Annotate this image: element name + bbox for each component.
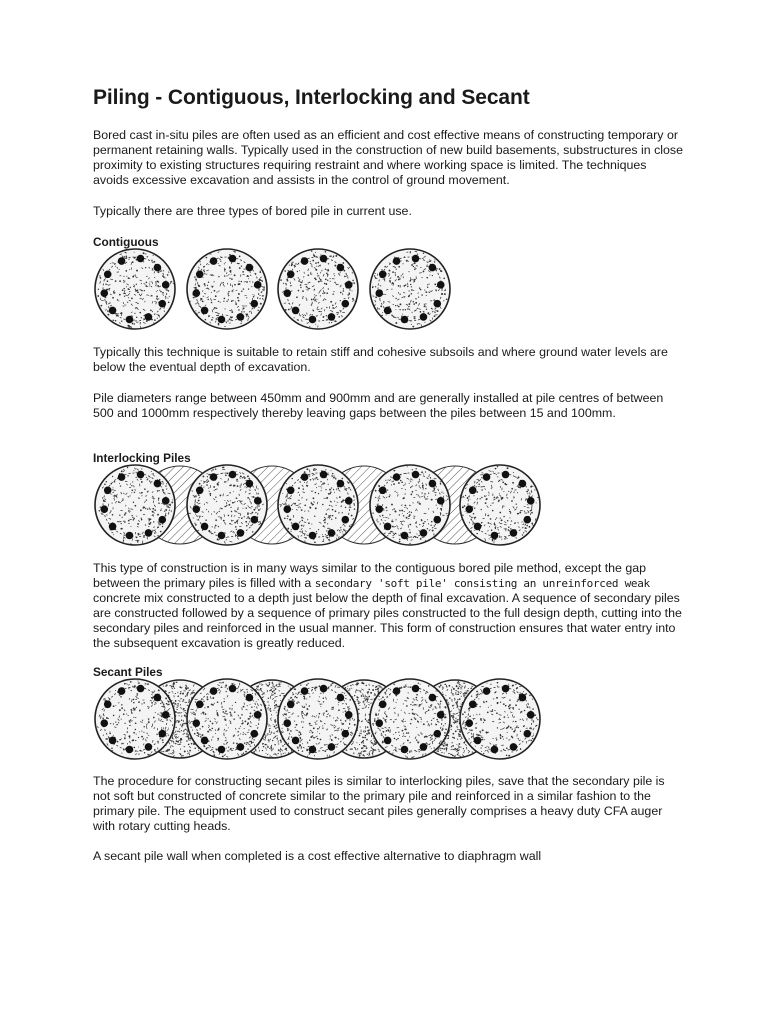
contiguous-pile-3 xyxy=(278,249,358,329)
rebar-dot xyxy=(527,711,535,719)
rebar-dot xyxy=(465,719,473,727)
contiguous-heading: Contiguous xyxy=(93,235,159,249)
rebar-dot xyxy=(474,737,482,745)
rebar-dot xyxy=(301,257,309,265)
rebar-dot xyxy=(433,300,441,308)
contiguous-paragraph-2: Pile diameters range between 450mm and 900mm and are generally installed at pile centres of between 500 and 1000mm respectively thereby leaving gaps between the piles between 15 and 100mm. xyxy=(93,391,664,420)
rebar-dot xyxy=(100,719,108,727)
rebar-dot xyxy=(510,529,518,537)
rebar-dot xyxy=(162,281,170,289)
rebar-dot xyxy=(401,316,409,324)
rebar-dot xyxy=(337,694,345,702)
rebar-dot xyxy=(192,719,200,727)
rebar-dot xyxy=(162,711,170,719)
rebar-dot xyxy=(210,257,218,265)
rebar-dot xyxy=(218,316,226,324)
rebar-dot xyxy=(523,516,531,524)
rebar-dot xyxy=(126,746,134,754)
rebar-dot xyxy=(137,471,145,479)
rebar-dot xyxy=(162,497,170,505)
rebar-dot xyxy=(320,685,328,693)
rebar-dot xyxy=(519,480,527,488)
rebar-dot xyxy=(229,255,237,263)
rebar-dot xyxy=(237,743,245,751)
rebar-dot xyxy=(287,700,295,708)
rebar-dot xyxy=(192,505,200,513)
secant-heading: Secant Piles xyxy=(93,665,163,679)
rebar-dot xyxy=(491,532,499,540)
rebar-dot xyxy=(154,694,162,702)
rebar-dot xyxy=(309,532,317,540)
rebar-dot xyxy=(474,523,482,531)
rebar-dot xyxy=(412,685,420,693)
rebar-dot xyxy=(104,700,112,708)
rebar-dot xyxy=(341,300,349,308)
contiguous-pile-1 xyxy=(95,249,175,329)
secant-primary-pile-1 xyxy=(95,679,175,759)
rebar-dot xyxy=(154,480,162,488)
interlocking-primary-pile-1 xyxy=(95,465,175,545)
rebar-dot xyxy=(301,473,309,481)
rebar-dot xyxy=(328,743,336,751)
rebar-dot xyxy=(412,255,420,263)
interlocking-primary-pile-4 xyxy=(370,465,450,545)
rebar-dot xyxy=(393,257,401,265)
rebar-dot xyxy=(384,737,392,745)
rebar-dot xyxy=(201,737,209,745)
rebar-dot xyxy=(237,529,245,537)
rebar-dot xyxy=(196,270,204,278)
rebar-dot xyxy=(158,516,166,524)
rebar-dot xyxy=(337,480,345,488)
rebar-dot xyxy=(519,694,527,702)
interlocking-heading: Interlocking Piles xyxy=(93,451,191,465)
secant-primary-pile-3 xyxy=(278,679,358,759)
rebar-dot xyxy=(158,730,166,738)
rebar-dot xyxy=(375,289,383,297)
secant-primary-pile-5 xyxy=(460,679,540,759)
rebar-dot xyxy=(309,316,317,324)
rebar-dot xyxy=(287,270,295,278)
rebar-dot xyxy=(502,471,510,479)
rebar-dot xyxy=(437,711,445,719)
interlocking-text-mono: secondary 'soft pile' consisting an unreinforced weak xyxy=(314,577,650,590)
rebar-dot xyxy=(437,281,445,289)
rebar-dot xyxy=(420,313,428,321)
rebar-dot xyxy=(250,730,258,738)
rebar-dot xyxy=(510,743,518,751)
rebar-dot xyxy=(137,255,145,263)
rebar-dot xyxy=(254,281,262,289)
rebar-dot xyxy=(433,516,441,524)
rebar-dot xyxy=(469,486,477,494)
rebar-dot xyxy=(437,497,445,505)
rebar-dot xyxy=(328,313,336,321)
rebar-dot xyxy=(104,486,112,494)
rebar-dot xyxy=(283,719,291,727)
rebar-dot xyxy=(145,313,153,321)
rebar-dot xyxy=(292,737,300,745)
rebar-dot xyxy=(345,281,353,289)
rebar-dot xyxy=(246,694,254,702)
rebar-dot xyxy=(345,497,353,505)
rebar-dot xyxy=(345,711,353,719)
rebar-dot xyxy=(379,700,387,708)
rebar-dot xyxy=(118,257,126,265)
rebar-dot xyxy=(433,730,441,738)
rebar-dot xyxy=(420,529,428,537)
secant-primary-pile-2 xyxy=(187,679,267,759)
rebar-dot xyxy=(469,700,477,708)
rebar-dot xyxy=(104,270,112,278)
rebar-dot xyxy=(301,687,309,695)
rebar-dot xyxy=(154,264,162,272)
rebar-dot xyxy=(401,746,409,754)
rebar-dot xyxy=(118,473,126,481)
types-sentence: Typically there are three types of bored pile in current use. xyxy=(93,204,412,218)
rebar-dot xyxy=(145,743,153,751)
rebar-dot xyxy=(320,471,328,479)
rebar-dot xyxy=(465,505,473,513)
contiguous-paragraph-1: Typically this technique is suitable to retain stiff and cohesive subsoils and where ground water levels are below the eventual depth of excavation. xyxy=(93,345,668,374)
rebar-dot xyxy=(109,523,117,531)
rebar-dot xyxy=(393,687,401,695)
rebar-dot xyxy=(237,313,245,321)
rebar-dot xyxy=(429,480,437,488)
rebar-dot xyxy=(375,719,383,727)
secant-primary-pile-4 xyxy=(370,679,450,759)
rebar-dot xyxy=(254,711,262,719)
rebar-dot xyxy=(210,687,218,695)
rebar-dot xyxy=(192,289,200,297)
rebar-dot xyxy=(292,307,300,315)
rebar-dot xyxy=(250,300,258,308)
rebar-dot xyxy=(218,532,226,540)
rebar-dot xyxy=(118,687,126,695)
interlocking-primary-pile-5 xyxy=(460,465,540,545)
rebar-dot xyxy=(429,264,437,272)
rebar-dot xyxy=(429,694,437,702)
interlocking-text-end: concrete mix constructed to a depth just below the depth of final excavation. A sequence of secondary piles are constructed followed by a sequence of primary piles constructed to the full design depth, cutting into the secondary piles and reinforced in the usual manner. This form of construction ensures that water entry into the subsequent excavation is greatly reduced. xyxy=(93,591,682,650)
secant-paragraph-1: The procedure for constructing secant piles is similar to interlocking piles, save that the secondary pile is not soft but constructed of concrete similar to the primary pile and reinforced in a similar fashion to the primary pile. The equipment used to construct secant piles generally comprises a heavy duty CFA auger with rotary cutting heads. xyxy=(93,774,665,833)
rebar-dot xyxy=(341,730,349,738)
rebar-dot xyxy=(100,505,108,513)
rebar-dot xyxy=(527,497,535,505)
rebar-dot xyxy=(229,471,237,479)
contiguous-pile-2 xyxy=(187,249,267,329)
rebar-dot xyxy=(292,523,300,531)
rebar-dot xyxy=(246,480,254,488)
interlocking-primary-pile-3 xyxy=(278,465,358,545)
contiguous-piles-diagram xyxy=(0,247,768,333)
rebar-dot xyxy=(523,730,531,738)
rebar-dot xyxy=(218,746,226,754)
rebar-dot xyxy=(341,516,349,524)
rebar-dot xyxy=(283,289,291,297)
rebar-dot xyxy=(483,473,491,481)
secant-paragraph-2: A secant pile wall when completed is a cost effective alternative to diaphragm wall xyxy=(93,849,542,863)
rebar-dot xyxy=(126,532,134,540)
rebar-dot xyxy=(210,473,218,481)
page-title: Piling - Contiguous, Interlocking and Secant xyxy=(93,86,530,109)
rebar-dot xyxy=(126,316,134,324)
interlocking-primary-pile-2 xyxy=(187,465,267,545)
rebar-dot xyxy=(379,270,387,278)
rebar-dot xyxy=(109,737,117,745)
rebar-dot xyxy=(201,307,209,315)
rebar-dot xyxy=(483,687,491,695)
rebar-dot xyxy=(109,307,117,315)
rebar-dot xyxy=(379,486,387,494)
rebar-dot xyxy=(384,307,392,315)
rebar-dot xyxy=(196,486,204,494)
rebar-dot xyxy=(328,529,336,537)
interlocking-text-start: This type of construction is in many ways similar to the contiguous bored pile method, except the gap between the primary piles is filled with a xyxy=(93,561,647,590)
rebar-dot xyxy=(375,505,383,513)
secant-piles-diagram xyxy=(0,677,768,763)
rebar-dot xyxy=(137,685,145,693)
intro-paragraph: Bored cast in-situ piles are often used as an efficient and cost effective means of constructing temporary or permanent retaining walls. Typically used in the construction of new build basements, substructures in close proximity to existing structures requiring restraint and where working space is limited. The techniques avoids excessive excavation and assists in the control of ground movement. xyxy=(93,128,684,187)
rebar-dot xyxy=(491,746,499,754)
rebar-dot xyxy=(254,497,262,505)
interlocking-paragraph xyxy=(93,561,683,651)
rebar-dot xyxy=(196,700,204,708)
rebar-dot xyxy=(401,532,409,540)
rebar-dot xyxy=(283,505,291,513)
rebar-dot xyxy=(246,264,254,272)
rebar-dot xyxy=(145,529,153,537)
rebar-dot xyxy=(384,523,392,531)
rebar-dot xyxy=(158,300,166,308)
rebar-dot xyxy=(337,264,345,272)
rebar-dot xyxy=(100,289,108,297)
interlocking-piles-diagram xyxy=(0,463,768,549)
rebar-dot xyxy=(201,523,209,531)
rebar-dot xyxy=(412,471,420,479)
rebar-dot xyxy=(309,746,317,754)
contiguous-pile-4 xyxy=(370,249,450,329)
rebar-dot xyxy=(393,473,401,481)
rebar-dot xyxy=(287,486,295,494)
rebar-dot xyxy=(250,516,258,524)
rebar-dot xyxy=(320,255,328,263)
rebar-dot xyxy=(229,685,237,693)
rebar-dot xyxy=(502,685,510,693)
rebar-dot xyxy=(420,743,428,751)
